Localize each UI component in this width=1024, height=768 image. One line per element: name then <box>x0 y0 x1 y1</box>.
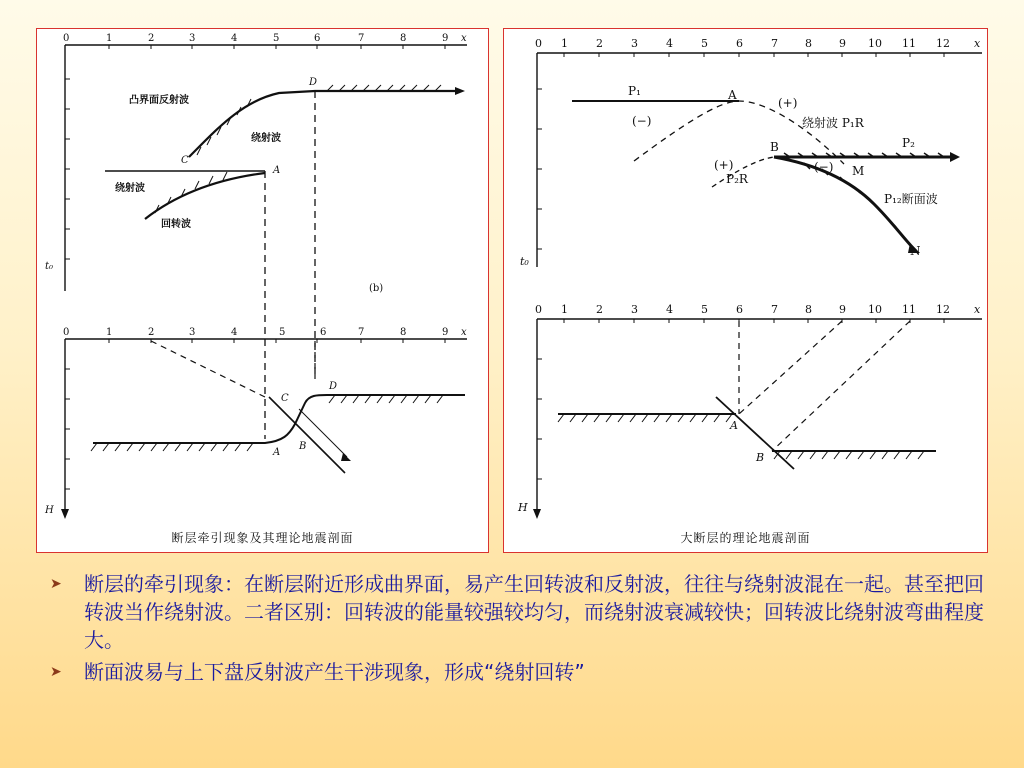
left-bottom-tick-8: 8 <box>400 327 407 338</box>
right-figure-caption: 大断层的理论地震剖面 <box>680 531 811 545</box>
right-tick-7: 7 <box>771 37 778 50</box>
right-bottom-tick-0: 0 <box>535 303 542 316</box>
right-bottom-tick-9: 9 <box>839 303 846 316</box>
left-tick-2: 2 <box>148 33 155 44</box>
left-bottom-tick-2: 2 <box>148 327 155 338</box>
right-bottom-tick-5: 5 <box>701 303 708 316</box>
right-H-label: H <box>518 501 528 514</box>
hatch-convex <box>197 85 441 155</box>
left-bottom-tick-5: 5 <box>279 327 286 338</box>
right-bottom-tick-x: x <box>974 303 981 316</box>
bullet-arrow-icon: ➤ <box>50 576 62 592</box>
bullet-2-title: 断面波易与上下盘反射波产生干涉现象，形成“绕射回转” <box>84 660 585 684</box>
right-bottom-tick-2: 2 <box>596 303 603 316</box>
right-tick-1: 1 <box>561 37 568 50</box>
point-D-bottom: D <box>329 381 338 392</box>
right-tick-10: 10 <box>868 37 882 50</box>
label-b: (b) <box>369 283 384 294</box>
label-M: M <box>852 164 865 178</box>
left-tick-4: 4 <box>231 33 238 44</box>
left-tick-8: 8 <box>400 33 407 44</box>
left-tick-7: 7 <box>358 33 365 44</box>
right-tick-9: 9 <box>839 37 846 50</box>
right-tick-11: 11 <box>902 37 916 50</box>
label-P2: P₂ <box>902 136 915 150</box>
right-tick-0: 0 <box>535 37 542 50</box>
right-bottom-tick-4: 4 <box>666 303 673 316</box>
left-bottom-tick-9: 9 <box>442 327 449 338</box>
label-plus-2: (+) <box>714 158 734 172</box>
left-tick-x: x <box>461 33 467 44</box>
right-bottom-tick-3: 3 <box>631 303 638 316</box>
label-plus-1: (+) <box>778 96 798 110</box>
bullet-arrow-icon: ➤ <box>50 664 62 680</box>
fault-point-A: A <box>730 419 738 432</box>
point-A-bottom: A <box>273 447 281 458</box>
left-bottom-tick-6: 6 <box>320 327 327 338</box>
label-P1R: 绕射波 P₁R <box>802 116 864 130</box>
left-tick-3: 3 <box>189 33 196 44</box>
right-tick-12: 12 <box>936 37 950 50</box>
label-rotation-wave: 回转波 <box>161 219 191 230</box>
label-minus-2: (−) <box>814 160 834 174</box>
bullet-item-1 <box>46 570 986 654</box>
right-bottom-tick-7: 7 <box>771 303 778 316</box>
left-bottom-tick-0: 0 <box>63 327 70 338</box>
right-bottom-tick-12: 12 <box>936 303 950 316</box>
point-B-bottom: B <box>299 441 307 452</box>
left-bottom-tick-3: 3 <box>189 327 196 338</box>
point-C-bottom: C <box>281 393 289 404</box>
right-bottom-tick-10: 10 <box>868 303 882 316</box>
left-tick-1: 1 <box>106 33 113 44</box>
bullet-1-text: ：在断层附近形成曲界面，易产生回转波和反射波，往往与绕射波混在一起。甚至把回转波当作绕射波。二者区别：回转波的能量较强较均匀，而绕射波衰减较快；回转波比绕射波弯曲程度大。 <box>84 572 984 652</box>
label-P12: P₁₂断面波 <box>884 192 938 206</box>
left-figure-panel <box>36 28 489 553</box>
left-bottom-tick-1: 1 <box>106 327 113 338</box>
bullet-item-2 <box>46 658 986 686</box>
left-bottom-tick-4: 4 <box>231 327 238 338</box>
left-bottom-tick-7: 7 <box>358 327 365 338</box>
right-bottom-tick-8: 8 <box>805 303 812 316</box>
left-bottom-tick-x: x <box>461 327 467 338</box>
label-N: N <box>910 244 921 258</box>
right-tick-2: 2 <box>596 37 603 50</box>
right-figure-panel <box>503 28 988 553</box>
left-tick-0: 0 <box>63 33 70 44</box>
right-bottom-tick-11: 11 <box>902 303 916 316</box>
label-convex-reflection: 凸界面反射波 <box>129 95 189 106</box>
bullet-list <box>46 570 986 690</box>
right-tick-4: 4 <box>666 37 673 50</box>
right-tick-x: x <box>974 37 981 50</box>
point-A-top: A <box>273 165 281 176</box>
fault-point-B: B <box>756 451 765 464</box>
left-diagram <box>37 29 490 554</box>
left-tick-6: 6 <box>314 33 321 44</box>
right-diagram <box>504 29 989 554</box>
left-H-label: H <box>45 505 54 516</box>
left-tick-9: 9 <box>442 33 449 44</box>
right-tick-8: 8 <box>805 37 812 50</box>
left-t0-label: t₀ <box>45 261 54 272</box>
label-diffraction-mid: 绕射波 <box>115 183 145 194</box>
label-P1: P₁ <box>628 84 641 98</box>
left-tick-5: 5 <box>273 33 280 44</box>
left-figure-caption: 断层牵引现象及其理论地震剖面 <box>171 531 354 545</box>
bullet-1-title: 断层的牵引现象 <box>84 572 224 596</box>
label-P2R: P₂R <box>726 172 748 186</box>
right-t0-label: t₀ <box>520 255 529 268</box>
right-tick-5: 5 <box>701 37 708 50</box>
right-tick-6: 6 <box>736 37 743 50</box>
label-A: A <box>728 88 737 102</box>
right-bottom-tick-1: 1 <box>561 303 568 316</box>
label-B: B <box>770 140 779 154</box>
label-diffraction-top: 绕射波 <box>251 133 281 144</box>
label-minus-1: (−) <box>632 114 652 128</box>
point-D-top: D <box>309 77 318 88</box>
point-C-top: C <box>181 155 189 166</box>
right-tick-3: 3 <box>631 37 638 50</box>
right-bottom-tick-6: 6 <box>736 303 743 316</box>
